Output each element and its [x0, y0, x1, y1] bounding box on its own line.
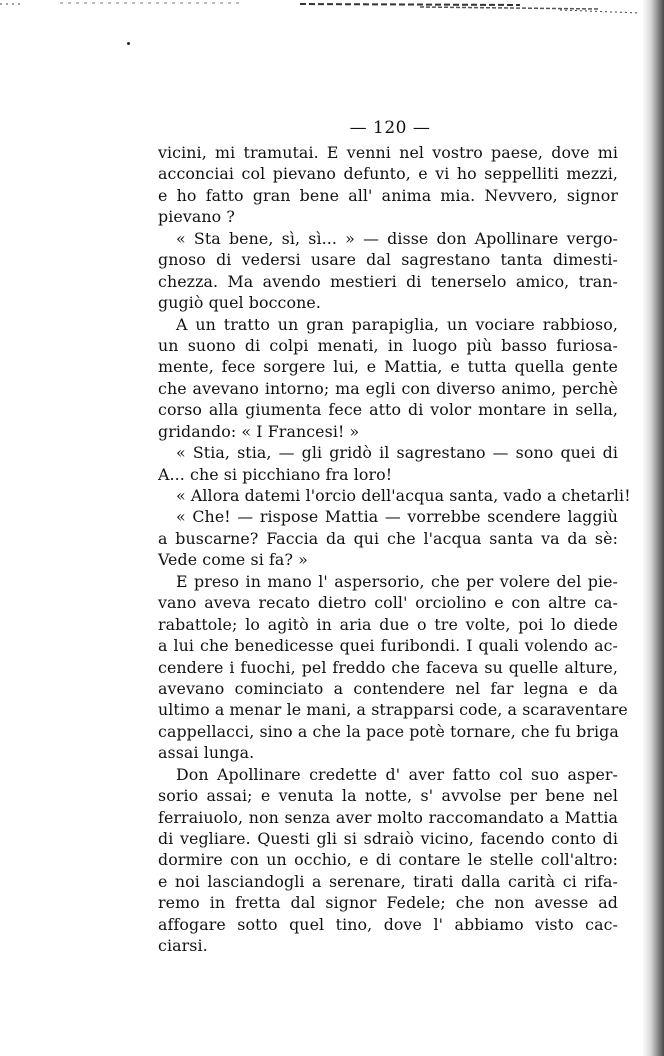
- scan-top-edge: [0, 0, 664, 14]
- text-line: ciarsi.: [158, 936, 208, 956]
- text-line: gnoso di vedersi usare dal sagrestano tanta dimesti-: [158, 250, 618, 270]
- text-line: A... che si picchiano fra loro!: [158, 464, 393, 484]
- text-line: avevano cominciato a contendere nel far legna e da: [158, 678, 618, 698]
- stray-ink-dot: [127, 42, 130, 45]
- text-line: affogare sotto quel tino, dove l' abbiamo visto cac-: [158, 914, 618, 934]
- text-line: e noi lasciandogli a serenare, tirati dalla carità ci rifa-: [158, 871, 618, 891]
- text-line: ultimo a menar le mani, a strapparsi code, a scaraventare: [158, 700, 628, 720]
- text-line: vicini, mi tramutai. E venni nel vostro paese, dove mi: [158, 143, 618, 162]
- text-line: vano aveva recato dietro coll' orciolino e con altre ca-: [158, 593, 618, 613]
- text-line: corso alla giumenta fece atto di volor montare in sella,: [158, 400, 618, 420]
- text-line: ferraiuolo, non senza aver molto raccomandato a Mattia: [158, 807, 618, 827]
- scan-top-edge-marks: [0, 1, 664, 14]
- text-line: gridando: « I Francesi! »: [158, 421, 360, 441]
- page-number: — 120 —: [349, 118, 431, 138]
- text-line: un suono di colpi menati, in luogo più basso furiosa-: [158, 335, 618, 355]
- text-line: a lui che benedicesse quei furibondi. I quali volendo ac-: [158, 636, 618, 656]
- text-line: e ho fatto gran bene all' anima mia. Nevvero, signor: [158, 185, 618, 205]
- text-line: A un tratto un gran parapiglia, un vociare rabbioso,: [176, 314, 618, 334]
- text-line: Don Apollinare credette d' aver fatto col suo asper-: [176, 764, 618, 784]
- text-line: cendere i fuochi, pel freddo che faceva su quelle alture,: [158, 657, 618, 677]
- body-text: [158, 142, 631, 957]
- page-edge-shadow: [642, 0, 664, 1056]
- text-line: chezza. Ma avendo mestieri di tenerselo amico, tran-: [158, 271, 618, 291]
- text-line: che avevano intorno; ma egli con diverso animo, perchè: [158, 378, 618, 398]
- text-line: pievano ?: [158, 207, 235, 227]
- text-line: sorio assai; e venuta la notte, s' avvolse per bene nel: [158, 786, 618, 806]
- text-line: remo in fretta dal signor Fedele; che non avesse ad: [158, 893, 618, 913]
- text-line: « Che! — rispose Mattia — vorrebbe scendere laggiù: [176, 507, 618, 527]
- text-line: E preso in mano l' aspersorio, che per volere del pie-: [176, 571, 618, 591]
- text-line: dormire con un occhio, e di contare le stelle coll'altro:: [158, 850, 618, 870]
- text-line: gugiò quel boccone.: [158, 293, 321, 313]
- text-line: « Sta bene, sì, sì... » — disse don Apollinare vergo-: [176, 228, 618, 248]
- text-line: Vede come si fa? »: [158, 550, 308, 570]
- text-line: « Stia, stia, — gli gridò il sagrestano — sono quei di: [176, 443, 618, 463]
- text-line: « Allora datemi l'orcio dell'acqua santa, vado a chetarli!: [176, 486, 631, 505]
- text-line: di vegliare. Questi gli si sdraiò vicino, facendo conto di: [158, 829, 618, 848]
- text-line: mente, fece sorgere lui, e Mattia, e tutta quella gente: [158, 357, 618, 377]
- text-line: cappellacci, sino a che la pace potè tornare, che fu briga: [158, 721, 619, 741]
- text-line: assai lunga.: [158, 743, 255, 763]
- text-line: acconciai col pievano defunto, e vi ho seppelliti mezzi,: [158, 164, 618, 184]
- text-line: a buscarne? Faccia da qui che l'acqua santa va da sè:: [158, 528, 618, 548]
- text-line: rabattole; lo agitò in aria due o tre volte, poi lo diede: [158, 614, 618, 634]
